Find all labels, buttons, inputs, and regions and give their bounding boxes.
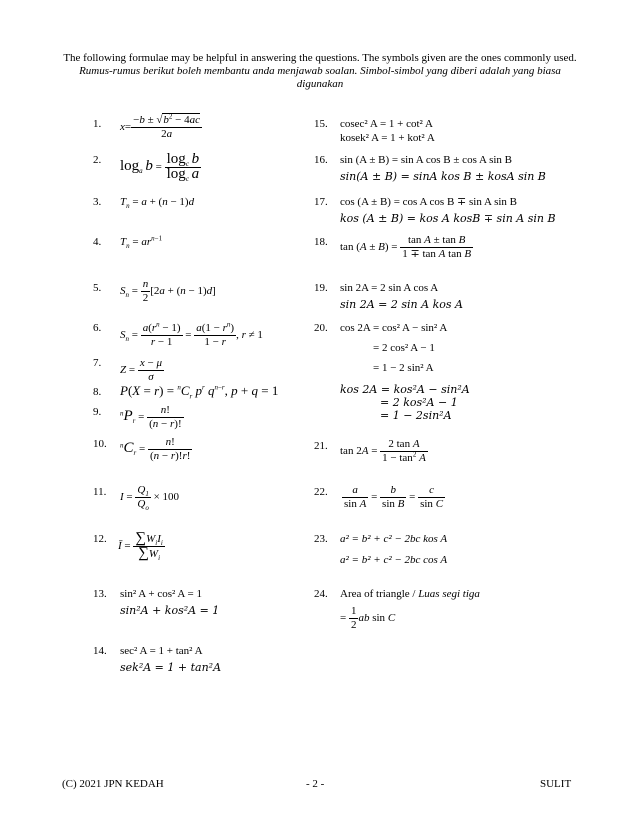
formula-16-ms: sin(A ± B) = sinA kos B ± kosA sin B <box>340 170 546 183</box>
formula-number-18: 18. <box>314 236 328 248</box>
formula-tan-sum: tan (A ± B) = $\frac{\text{tan A ± tan B}}{\text{1 ∓ tan A tan B}}$ <box>340 234 472 260</box>
formula-number-9: 9. <box>93 406 102 418</box>
formula-log-change-base: $\log_a b$ = $\frac{\log_c b}{\log_c a}$ <box>120 151 200 184</box>
formula-20-line-5: = 2 kos²A − 1 <box>380 396 458 409</box>
formula-number-8: 8. <box>93 386 102 398</box>
formula-13-ms: sin²A + kos²A = 1 <box>120 604 220 617</box>
formula-19-en: sin 2A = 2 sin A cos A <box>340 282 439 294</box>
formula-geometric-term: $T_n = ar^{n-1}$ <box>120 234 163 251</box>
formula-index-number: I = $\frac{Q_1}{Q_o}$ × 100 <box>120 484 180 513</box>
formula-sine-rule: $\frac{a}{\text{sin A}}$ = $\frac{b}{\text{sin B}}$ = $\frac{c}{\text{sin C}}$ <box>344 484 444 510</box>
formula-sin-sum <box>340 154 546 183</box>
intro-english: The following formulae may be helpful in answering the questions. The symbols given are the ones commonly used. <box>63 52 577 64</box>
formula-number-7: 7. <box>93 357 102 369</box>
formula-13-en: sin² A + cos² A = 1 <box>120 588 202 600</box>
formula-number-17: 17. <box>314 196 328 208</box>
formula-14-en: sec² A = 1 + tan² A <box>120 645 203 657</box>
formula-number-13: 13. <box>93 588 107 600</box>
formula-cosine-rule <box>340 533 447 567</box>
footer-page-number: - 2 - <box>306 778 325 790</box>
formula-number-21: 21. <box>314 440 328 452</box>
formula-combination: $^nC_r$ = $\frac{n!}{(n - r)!r!}$ <box>120 436 191 462</box>
formula-20-line-4: kos 2A = kos²A − sin²A <box>340 383 470 396</box>
formula-cos-double <box>340 322 470 422</box>
formula-number-11: 11. <box>93 486 107 498</box>
formula-number-16: 16. <box>314 154 328 166</box>
formula-number-20: 20. <box>314 322 328 334</box>
formula-pythagorean-identity <box>120 588 219 617</box>
formula-permutation: $^nP_r$ = $\frac{n!}{(n - r)!}$ <box>120 404 182 430</box>
formula-15-en: cosec² A = 1 + cot² A <box>340 118 433 130</box>
formula-23-ms: a² = b² + c² − 2bc kos A <box>340 533 448 545</box>
formula-16-en: sin (A ± B) = sin A cos B ± cos A sin B <box>340 154 512 166</box>
formula-number-15: 15. <box>314 118 328 130</box>
formula-23-en: a² = b² + c² − 2bc cos A <box>340 554 448 566</box>
formula-19-ms: sin 2A = 2 sin A kos A <box>340 298 463 311</box>
formula-z-score: Z = $\frac{x - \mu}{\sigma}$ <box>120 357 162 383</box>
formula-17-ms: kos (A ± B) = kos A kosB ∓ sin A sin B <box>340 212 556 225</box>
formula-20-line-1: cos 2A = cos² A − sin² A <box>340 322 448 334</box>
formula-24-expression: = $\frac{1}{2}$ ab sin C <box>340 605 396 631</box>
formula-number-19: 19. <box>314 282 328 294</box>
formula-14-ms: sek²A = 1 + tan²A <box>120 661 222 674</box>
formula-sec-identity <box>120 645 221 674</box>
formula-number-14: 14. <box>93 645 107 657</box>
footer-classification: SULIT <box>540 778 572 790</box>
formula-geometric-sum: $S_n$ = $\frac{a(r^n - 1)}{r - 1}$ = $\frac{a(1 - r^n)}{1 - r}$ , r ≠ 1 <box>120 320 263 348</box>
formula-cos-sum <box>340 196 556 225</box>
formula-number-10: 10. <box>93 438 107 450</box>
formula-number-3: 3. <box>93 196 102 208</box>
formula-binomial: $P(X = r) = ^nC_r$ $p^r$ $q^{n-r}$, p + q = 1 <box>120 383 279 401</box>
intro-text <box>60 52 580 91</box>
formula-20-line-6: = 1 − 2sin²A <box>380 409 452 422</box>
formula-15-ms: kosek² A = 1 + kot² A <box>340 132 435 144</box>
formula-20-line-2: = 2 cos² A − 1 <box>373 342 435 354</box>
formula-24-label <box>340 588 480 601</box>
formula-cosec-identity <box>340 118 435 145</box>
formula-number-23: 23. <box>314 533 328 545</box>
formula-number-12: 12. <box>93 533 107 545</box>
formula-24-label-ms: Luas segi tiga <box>418 588 480 600</box>
formula-17-en: cos (A ± B) = cos A cos B ∓ sin A sin B <box>340 196 518 208</box>
formula-tan-double: tan 2A = $\frac{\text{2 tan A}}{1 - \tan^2 A}$ <box>340 438 426 464</box>
footer-copyright: (C) 2021 JPN KEDAH <box>62 778 164 790</box>
formula-number-5: 5. <box>93 282 102 294</box>
formula-number-4: 4. <box>93 236 102 248</box>
formula-number-24: 24. <box>314 588 328 600</box>
formula-24-label-en: Area of triangle / <box>340 588 419 600</box>
formula-arithmetic-term: $T_n = a + (n - 1)d$ <box>120 196 195 211</box>
formula-20-line-3: = 1 − 2 sin² A <box>373 362 434 374</box>
formula-area-triangle <box>340 588 480 632</box>
formula-composite-index: Ī = $\frac{\sum W_iI_i}{\sum W_i}$ <box>118 530 163 563</box>
formula-number-2: 2. <box>93 154 102 166</box>
formula-number-6: 6. <box>93 322 102 334</box>
formula-number-22: 22. <box>314 486 328 498</box>
intro-malay: Rumus-rumus berikut boleh membantu anda menjawab soalan. Simbol-simbol yang diberi adalah yang biasa digunakan <box>79 65 561 90</box>
formula-quadratic: x= $\frac{-b \pm √b^2 - 4ac}{2a}$ <box>120 112 201 140</box>
formula-arithmetic-sum: $S_n$ = $\frac{n}{2}$ [2a + (n − 1)d] <box>120 278 216 304</box>
formula-sin-double <box>340 282 463 311</box>
formula-number-1: 1. <box>93 118 102 130</box>
